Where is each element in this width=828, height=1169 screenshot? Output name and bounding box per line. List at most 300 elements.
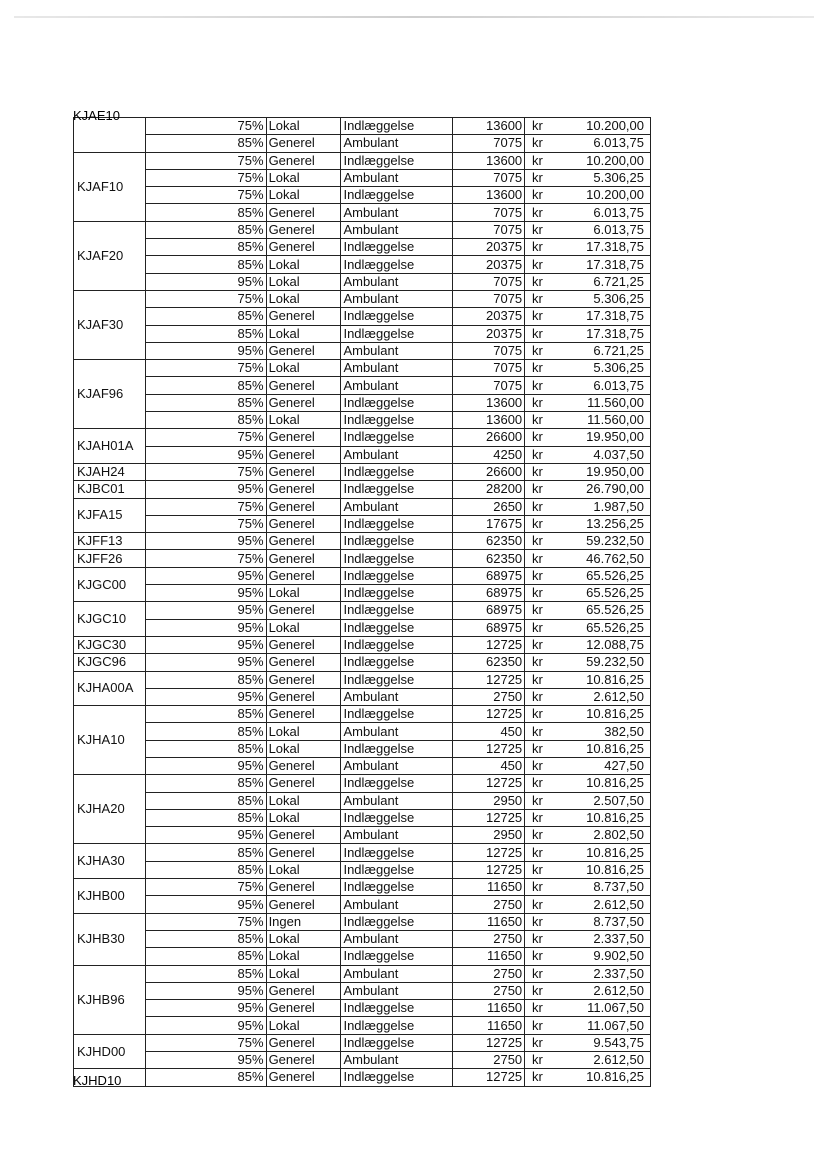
kind-cell: Ambulant bbox=[341, 290, 453, 307]
percentage-cell: 75% bbox=[145, 169, 266, 186]
value-cell: 17.318,75 bbox=[550, 256, 651, 273]
partial-code-top: KJAE10 bbox=[73, 108, 120, 123]
kind-cell: Ambulant bbox=[341, 757, 453, 774]
table-row bbox=[74, 982, 651, 999]
percentage-cell: 85% bbox=[145, 792, 266, 809]
value-cell: 10.816,25 bbox=[550, 861, 651, 878]
type-cell: Generel bbox=[266, 1069, 341, 1086]
amount-cell: 12725 bbox=[453, 861, 525, 878]
value-cell: 382,50 bbox=[550, 723, 651, 740]
value-cell: 4.037,50 bbox=[550, 446, 651, 463]
type-cell: Lokal bbox=[266, 360, 341, 377]
value-cell: 5.306,25 bbox=[550, 360, 651, 377]
table-row bbox=[74, 913, 651, 930]
table-row bbox=[74, 757, 651, 774]
value-cell: 6.721,25 bbox=[550, 342, 651, 359]
currency-cell: kr bbox=[525, 256, 550, 273]
table-row bbox=[74, 152, 651, 169]
kind-cell: Indlæggelse bbox=[341, 585, 453, 602]
procedure-code: KJGC10 bbox=[74, 602, 146, 637]
value-cell: 46.762,50 bbox=[550, 550, 651, 567]
kind-cell: Indlæggelse bbox=[341, 809, 453, 826]
procedure-code: KJAH24 bbox=[74, 463, 146, 480]
procedure-code: KJGC00 bbox=[74, 567, 146, 602]
amount-cell: 4250 bbox=[453, 446, 525, 463]
kind-cell: Ambulant bbox=[341, 204, 453, 221]
type-cell: Lokal bbox=[266, 325, 341, 342]
table-row bbox=[74, 118, 651, 135]
value-cell: 427,50 bbox=[550, 757, 651, 774]
currency-cell: kr bbox=[525, 619, 550, 636]
percentage-cell: 75% bbox=[145, 429, 266, 446]
kind-cell: Indlæggelse bbox=[341, 671, 453, 688]
value-cell: 11.067,50 bbox=[550, 1000, 651, 1017]
percentage-cell: 95% bbox=[145, 982, 266, 999]
value-cell: 65.526,25 bbox=[550, 567, 651, 584]
amount-cell: 450 bbox=[453, 757, 525, 774]
percentage-cell: 75% bbox=[145, 879, 266, 896]
type-cell: Lokal bbox=[266, 187, 341, 204]
amount-cell: 7075 bbox=[453, 221, 525, 238]
value-cell: 10.200,00 bbox=[550, 187, 651, 204]
table-row bbox=[74, 896, 651, 913]
table-row bbox=[74, 533, 651, 550]
amount-cell: 7075 bbox=[453, 135, 525, 152]
value-cell: 1.987,50 bbox=[550, 498, 651, 515]
currency-cell: kr bbox=[525, 1034, 550, 1051]
kind-cell: Indlæggelse bbox=[341, 1034, 453, 1051]
table-row bbox=[74, 706, 651, 723]
value-cell: 8.737,50 bbox=[550, 913, 651, 930]
currency-cell: kr bbox=[525, 360, 550, 377]
amount-cell: 2950 bbox=[453, 827, 525, 844]
kind-cell: Ambulant bbox=[341, 169, 453, 186]
currency-cell: kr bbox=[525, 377, 550, 394]
procedure-code: KJAF96 bbox=[74, 360, 146, 429]
value-cell: 11.560,00 bbox=[550, 394, 651, 411]
procedure-code: KJHA20 bbox=[74, 775, 146, 844]
value-cell: 10.816,25 bbox=[550, 844, 651, 861]
currency-cell: kr bbox=[525, 585, 550, 602]
table-row bbox=[74, 1017, 651, 1034]
value-cell: 26.790,00 bbox=[550, 481, 651, 498]
type-cell: Lokal bbox=[266, 412, 341, 429]
table-row bbox=[74, 463, 651, 480]
type-cell: Generel bbox=[266, 982, 341, 999]
amount-cell: 12725 bbox=[453, 1069, 525, 1086]
value-cell: 2.612,50 bbox=[550, 896, 651, 913]
table-row bbox=[74, 169, 651, 186]
percentage-cell: 95% bbox=[145, 273, 266, 290]
value-cell: 2.337,50 bbox=[550, 930, 651, 947]
value-cell: 5.306,25 bbox=[550, 290, 651, 307]
value-cell: 2.507,50 bbox=[550, 792, 651, 809]
currency-cell: kr bbox=[525, 930, 550, 947]
kind-cell: Indlæggelse bbox=[341, 913, 453, 930]
type-cell: Lokal bbox=[266, 118, 341, 135]
percentage-cell: 75% bbox=[145, 290, 266, 307]
type-cell: Generel bbox=[266, 394, 341, 411]
percentage-cell: 75% bbox=[145, 550, 266, 567]
kind-cell: Indlæggelse bbox=[341, 308, 453, 325]
table-row bbox=[74, 290, 651, 307]
percentage-cell: 95% bbox=[145, 602, 266, 619]
type-cell: Generel bbox=[266, 827, 341, 844]
value-cell: 2.337,50 bbox=[550, 965, 651, 982]
table-row bbox=[74, 671, 651, 688]
currency-cell: kr bbox=[525, 844, 550, 861]
value-cell: 9.902,50 bbox=[550, 948, 651, 965]
percentage-cell: 85% bbox=[145, 412, 266, 429]
type-cell: Generel bbox=[266, 239, 341, 256]
type-cell: Lokal bbox=[266, 965, 341, 982]
procedure-code: KJHB96 bbox=[74, 965, 146, 1034]
percentage-cell: 95% bbox=[145, 567, 266, 584]
table-row bbox=[74, 740, 651, 757]
amount-cell: 11650 bbox=[453, 948, 525, 965]
value-cell: 19.950,00 bbox=[550, 429, 651, 446]
value-cell: 11.067,50 bbox=[550, 1017, 651, 1034]
price-table bbox=[73, 117, 651, 1087]
table-row bbox=[74, 394, 651, 411]
type-cell: Generel bbox=[266, 308, 341, 325]
amount-cell: 11650 bbox=[453, 1000, 525, 1017]
percentage-cell: 95% bbox=[145, 757, 266, 774]
currency-cell: kr bbox=[525, 948, 550, 965]
kind-cell: Ambulant bbox=[341, 982, 453, 999]
table-row bbox=[74, 619, 651, 636]
kind-cell: Indlæggelse bbox=[341, 1000, 453, 1017]
value-cell: 5.306,25 bbox=[550, 169, 651, 186]
amount-cell: 13600 bbox=[453, 118, 525, 135]
value-cell: 10.200,00 bbox=[550, 152, 651, 169]
table-row bbox=[74, 135, 651, 152]
table-row bbox=[74, 1034, 651, 1051]
table-row bbox=[74, 844, 651, 861]
currency-cell: kr bbox=[525, 221, 550, 238]
currency-cell: kr bbox=[525, 654, 550, 671]
amount-cell: 12725 bbox=[453, 706, 525, 723]
currency-cell: kr bbox=[525, 498, 550, 515]
table-row bbox=[74, 342, 651, 359]
percentage-cell: 85% bbox=[145, 948, 266, 965]
amount-cell: 7075 bbox=[453, 360, 525, 377]
amount-cell: 68975 bbox=[453, 585, 525, 602]
currency-cell: kr bbox=[525, 239, 550, 256]
amount-cell: 13600 bbox=[453, 394, 525, 411]
table-row bbox=[74, 602, 651, 619]
kind-cell: Indlæggelse bbox=[341, 1069, 453, 1086]
kind-cell: Ambulant bbox=[341, 498, 453, 515]
kind-cell: Ambulant bbox=[341, 896, 453, 913]
type-cell: Generel bbox=[266, 896, 341, 913]
percentage-cell: 75% bbox=[145, 187, 266, 204]
kind-cell: Indlæggelse bbox=[341, 533, 453, 550]
amount-cell: 62350 bbox=[453, 654, 525, 671]
type-cell: Generel bbox=[266, 602, 341, 619]
kind-cell: Indlæggelse bbox=[341, 515, 453, 532]
amount-cell: 26600 bbox=[453, 429, 525, 446]
procedure-code: KJAF30 bbox=[74, 290, 146, 359]
currency-cell: kr bbox=[525, 463, 550, 480]
percentage-cell: 75% bbox=[145, 913, 266, 930]
percentage-cell: 75% bbox=[145, 498, 266, 515]
amount-cell: 62350 bbox=[453, 550, 525, 567]
type-cell: Lokal bbox=[266, 273, 341, 290]
percentage-cell: 85% bbox=[145, 965, 266, 982]
table-row bbox=[74, 1000, 651, 1017]
percentage-cell: 75% bbox=[145, 1034, 266, 1051]
currency-cell: kr bbox=[525, 775, 550, 792]
amount-cell: 12725 bbox=[453, 671, 525, 688]
procedure-code: KJHB00 bbox=[74, 879, 146, 914]
table-row bbox=[74, 654, 651, 671]
type-cell: Generel bbox=[266, 342, 341, 359]
value-cell: 12.088,75 bbox=[550, 636, 651, 653]
type-cell: Lokal bbox=[266, 290, 341, 307]
table-row bbox=[74, 187, 651, 204]
percentage-cell: 85% bbox=[145, 671, 266, 688]
percentage-cell: 85% bbox=[145, 239, 266, 256]
percentage-cell: 95% bbox=[145, 446, 266, 463]
percentage-cell: 85% bbox=[145, 394, 266, 411]
type-cell: Lokal bbox=[266, 930, 341, 947]
percentage-cell: 85% bbox=[145, 135, 266, 152]
kind-cell: Indlæggelse bbox=[341, 429, 453, 446]
currency-cell: kr bbox=[525, 671, 550, 688]
amount-cell: 7075 bbox=[453, 377, 525, 394]
amount-cell: 7075 bbox=[453, 273, 525, 290]
currency-cell: kr bbox=[525, 135, 550, 152]
amount-cell: 11650 bbox=[453, 1017, 525, 1034]
currency-cell: kr bbox=[525, 481, 550, 498]
procedure-code: KJAH01A bbox=[74, 429, 146, 464]
currency-cell: kr bbox=[525, 308, 550, 325]
type-cell: Generel bbox=[266, 688, 341, 705]
kind-cell: Ambulant bbox=[341, 273, 453, 290]
type-cell: Generel bbox=[266, 377, 341, 394]
currency-cell: kr bbox=[525, 533, 550, 550]
currency-cell: kr bbox=[525, 273, 550, 290]
percentage-cell: 95% bbox=[145, 688, 266, 705]
value-cell: 19.950,00 bbox=[550, 463, 651, 480]
type-cell: Generel bbox=[266, 533, 341, 550]
value-cell: 8.737,50 bbox=[550, 879, 651, 896]
kind-cell: Indlæggelse bbox=[341, 654, 453, 671]
value-cell: 59.232,50 bbox=[550, 654, 651, 671]
kind-cell: Indlæggelse bbox=[341, 394, 453, 411]
value-cell: 6.721,25 bbox=[550, 273, 651, 290]
percentage-cell: 75% bbox=[145, 118, 266, 135]
percentage-cell: 85% bbox=[145, 775, 266, 792]
currency-cell: kr bbox=[525, 567, 550, 584]
percentage-cell: 95% bbox=[145, 619, 266, 636]
kind-cell: Indlæggelse bbox=[341, 740, 453, 757]
percentage-cell: 85% bbox=[145, 204, 266, 221]
currency-cell: kr bbox=[525, 688, 550, 705]
type-cell: Generel bbox=[266, 481, 341, 498]
procedure-code: KJHB30 bbox=[74, 913, 146, 965]
value-cell: 13.256,25 bbox=[550, 515, 651, 532]
amount-cell: 2750 bbox=[453, 688, 525, 705]
type-cell: Lokal bbox=[266, 619, 341, 636]
type-cell: Generel bbox=[266, 879, 341, 896]
currency-cell: kr bbox=[525, 982, 550, 999]
type-cell: Generel bbox=[266, 204, 341, 221]
percentage-cell: 85% bbox=[145, 723, 266, 740]
procedure-code: KJAF10 bbox=[74, 152, 146, 221]
type-cell: Lokal bbox=[266, 256, 341, 273]
kind-cell: Ambulant bbox=[341, 792, 453, 809]
currency-cell: kr bbox=[525, 204, 550, 221]
currency-cell: kr bbox=[525, 515, 550, 532]
value-cell: 6.013,75 bbox=[550, 135, 651, 152]
amount-cell: 20375 bbox=[453, 325, 525, 342]
table-row bbox=[74, 585, 651, 602]
kind-cell: Indlæggelse bbox=[341, 118, 453, 135]
amount-cell: 12725 bbox=[453, 844, 525, 861]
currency-cell: kr bbox=[525, 861, 550, 878]
currency-cell: kr bbox=[525, 1069, 550, 1086]
currency-cell: kr bbox=[525, 827, 550, 844]
value-cell: 10.816,25 bbox=[550, 1069, 651, 1086]
value-cell: 17.318,75 bbox=[550, 325, 651, 342]
value-cell: 10.816,25 bbox=[550, 706, 651, 723]
currency-cell: kr bbox=[525, 913, 550, 930]
amount-cell: 450 bbox=[453, 723, 525, 740]
kind-cell: Ambulant bbox=[341, 446, 453, 463]
partial-code-bottom: KJHD10 bbox=[73, 1073, 122, 1088]
value-cell: 59.232,50 bbox=[550, 533, 651, 550]
type-cell: Generel bbox=[266, 498, 341, 515]
kind-cell: Indlæggelse bbox=[341, 550, 453, 567]
currency-cell: kr bbox=[525, 1000, 550, 1017]
kind-cell: Ambulant bbox=[341, 377, 453, 394]
type-cell: Generel bbox=[266, 515, 341, 532]
value-cell: 65.526,25 bbox=[550, 619, 651, 636]
table-row bbox=[74, 239, 651, 256]
percentage-cell: 75% bbox=[145, 152, 266, 169]
price-table-sheet bbox=[73, 108, 651, 1088]
amount-cell: 13600 bbox=[453, 412, 525, 429]
percentage-cell: 85% bbox=[145, 325, 266, 342]
value-cell: 65.526,25 bbox=[550, 602, 651, 619]
currency-cell: kr bbox=[525, 169, 550, 186]
kind-cell: Ambulant bbox=[341, 723, 453, 740]
value-cell: 2.612,50 bbox=[550, 1052, 651, 1069]
table-row bbox=[74, 775, 651, 792]
kind-cell: Indlæggelse bbox=[341, 463, 453, 480]
table-row bbox=[74, 221, 651, 238]
value-cell: 6.013,75 bbox=[550, 221, 651, 238]
percentage-cell: 85% bbox=[145, 740, 266, 757]
table-row bbox=[74, 879, 651, 896]
kind-cell: Indlæggelse bbox=[341, 256, 453, 273]
amount-cell: 2650 bbox=[453, 498, 525, 515]
currency-cell: kr bbox=[525, 429, 550, 446]
kind-cell: Indlæggelse bbox=[341, 861, 453, 878]
type-cell: Generel bbox=[266, 463, 341, 480]
procedure-code: KJHD00 bbox=[74, 1034, 146, 1069]
type-cell: Lokal bbox=[266, 723, 341, 740]
percentage-cell: 95% bbox=[145, 342, 266, 359]
kind-cell: Indlæggelse bbox=[341, 1017, 453, 1034]
type-cell: Lokal bbox=[266, 169, 341, 186]
value-cell: 2.612,50 bbox=[550, 982, 651, 999]
kind-cell: Indlæggelse bbox=[341, 152, 453, 169]
type-cell: Generel bbox=[266, 152, 341, 169]
value-cell: 10.816,25 bbox=[550, 671, 651, 688]
amount-cell: 2750 bbox=[453, 1052, 525, 1069]
value-cell: 2.612,50 bbox=[550, 688, 651, 705]
kind-cell: Ambulant bbox=[341, 360, 453, 377]
type-cell: Generel bbox=[266, 844, 341, 861]
percentage-cell: 95% bbox=[145, 827, 266, 844]
amount-cell: 20375 bbox=[453, 256, 525, 273]
value-cell: 2.802,50 bbox=[550, 827, 651, 844]
amount-cell: 7075 bbox=[453, 169, 525, 186]
procedure-code: KJFF13 bbox=[74, 533, 146, 550]
currency-cell: kr bbox=[525, 118, 550, 135]
percentage-cell: 85% bbox=[145, 706, 266, 723]
table-row bbox=[74, 377, 651, 394]
amount-cell: 20375 bbox=[453, 308, 525, 325]
kind-cell: Ambulant bbox=[341, 965, 453, 982]
type-cell: Generel bbox=[266, 654, 341, 671]
amount-cell: 2750 bbox=[453, 965, 525, 982]
amount-cell: 68975 bbox=[453, 619, 525, 636]
type-cell: Lokal bbox=[266, 1017, 341, 1034]
currency-cell: kr bbox=[525, 550, 550, 567]
currency-cell: kr bbox=[525, 757, 550, 774]
value-cell: 10.816,25 bbox=[550, 740, 651, 757]
percentage-cell: 95% bbox=[145, 1000, 266, 1017]
currency-cell: kr bbox=[525, 290, 550, 307]
table-row bbox=[74, 723, 651, 740]
type-cell: Generel bbox=[266, 775, 341, 792]
type-cell: Generel bbox=[266, 1052, 341, 1069]
scan-top-edge bbox=[14, 16, 814, 18]
amount-cell: 68975 bbox=[453, 602, 525, 619]
procedure-code: KJHA00A bbox=[74, 671, 146, 706]
percentage-cell: 85% bbox=[145, 809, 266, 826]
table-row bbox=[74, 965, 651, 982]
percentage-cell: 95% bbox=[145, 636, 266, 653]
procedure-code: KJGC96 bbox=[74, 654, 146, 671]
percentage-cell: 75% bbox=[145, 463, 266, 480]
amount-cell: 11650 bbox=[453, 879, 525, 896]
table-row bbox=[74, 256, 651, 273]
table-row bbox=[74, 809, 651, 826]
percentage-cell: 95% bbox=[145, 1017, 266, 1034]
currency-cell: kr bbox=[525, 896, 550, 913]
kind-cell: Indlæggelse bbox=[341, 412, 453, 429]
amount-cell: 68975 bbox=[453, 567, 525, 584]
kind-cell: Indlæggelse bbox=[341, 567, 453, 584]
type-cell: Generel bbox=[266, 1034, 341, 1051]
table-row bbox=[74, 481, 651, 498]
table-row bbox=[74, 636, 651, 653]
percentage-cell: 95% bbox=[145, 585, 266, 602]
percentage-cell: 95% bbox=[145, 896, 266, 913]
kind-cell: Indlæggelse bbox=[341, 239, 453, 256]
amount-cell: 12725 bbox=[453, 636, 525, 653]
currency-cell: kr bbox=[525, 965, 550, 982]
table-row bbox=[74, 550, 651, 567]
amount-cell: 12725 bbox=[453, 775, 525, 792]
value-cell: 10.816,25 bbox=[550, 775, 651, 792]
amount-cell: 26600 bbox=[453, 463, 525, 480]
